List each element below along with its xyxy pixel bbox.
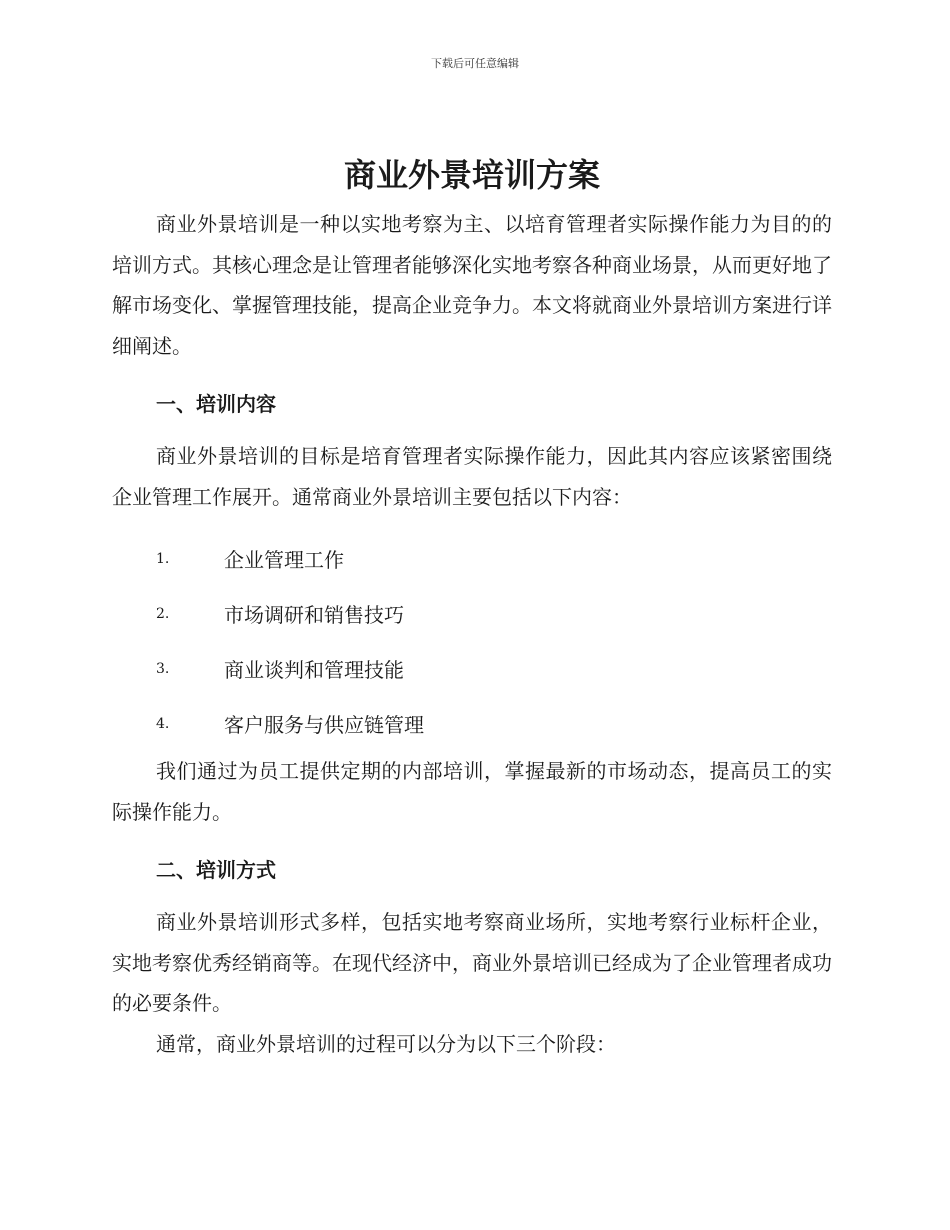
section-heading-content: 一、培训内容 [156, 392, 276, 416]
section2-paragraph-stages: 通常，商业外景培训的过程可以分为以下三个阶段： [156, 1031, 616, 1056]
list-item-text: 商业谈判和管理技能 [224, 658, 404, 682]
list-item-text: 客户服务与供应链管理 [224, 713, 424, 737]
training-content-list [112, 531, 832, 751]
list-item [112, 531, 832, 586]
list-item-number: 4. [156, 715, 170, 732]
document-body [112, 150, 832, 1064]
list-item-text: 市场调研和销售技巧 [224, 603, 404, 627]
header-note: 下载后可任意编辑 [431, 57, 519, 70]
document-title: 商业外景培训方案 [343, 156, 600, 194]
section1-closing-paragraph: 我们通过为员工提供定期的内部培训，掌握最新的市场动态，提高员工的实际操作能力。 [112, 759, 832, 824]
list-item [112, 696, 832, 751]
list-item-number: 3. [156, 660, 170, 677]
list-item-number: 1. [156, 550, 170, 567]
list-item-text: 企业管理工作 [224, 548, 344, 572]
section-heading-method: 二、培训方式 [156, 858, 276, 882]
list-item [112, 641, 832, 696]
intro-paragraph: 商业外景培训是一种以实地考察为主、以培育管理者实际操作能力为目的的培训方式。其核心理念是让管理者能够深化实地考察各种商业场景，从而更好地了解市场变化、掌握管理技能，提高企业竞争力。本文将就商业外景培训方案进行详细阐述。 [112, 212, 832, 358]
section1-paragraph: 商业外景培训的目标是培育管理者实际操作能力，因此其内容应该紧密围绕企业管理工作展开。通常商业外景培训主要包括以下内容： [112, 444, 832, 509]
list-item [112, 586, 832, 641]
section2-paragraph: 商业外景培训形式多样，包括实地考察商业场所，实地考察行业标杆企业，实地考察优秀经销商等。在现代经济中，商业外景培训已经成为了企业管理者成功的必要条件。 [112, 910, 832, 1015]
list-item-number: 2. [156, 605, 170, 622]
